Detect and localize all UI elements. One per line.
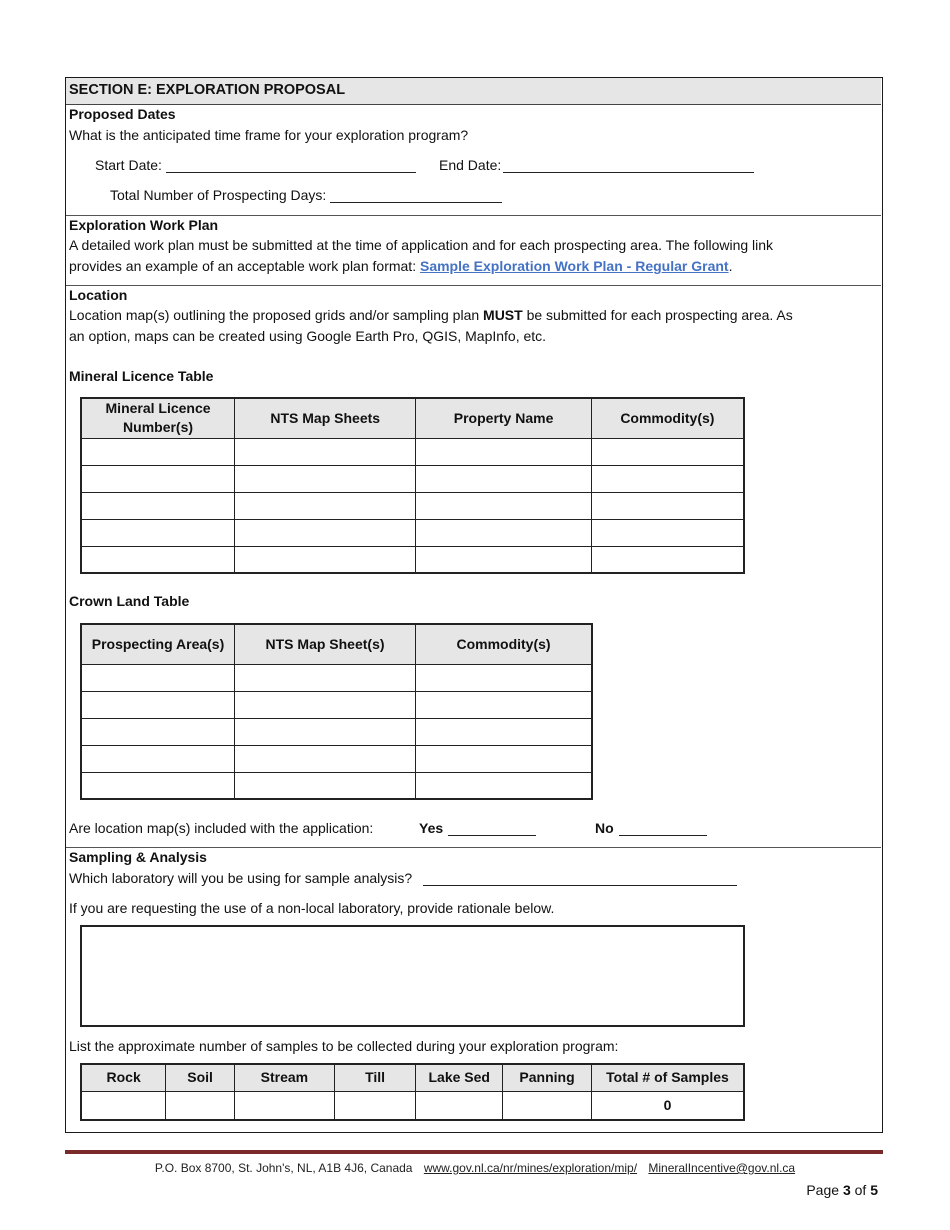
table-cell[interactable]: [416, 465, 591, 492]
sampling-heading: Sampling & Analysis: [69, 849, 207, 865]
page-prefix: Page: [806, 1182, 843, 1198]
samples-table: [80, 1063, 745, 1121]
table-row: [81, 492, 744, 519]
till-count-cell[interactable]: [334, 1091, 416, 1120]
soil-count-cell[interactable]: [166, 1091, 235, 1120]
maps-no-label: No: [595, 820, 614, 836]
table-cell[interactable]: [416, 745, 592, 772]
table-cell[interactable]: [416, 438, 591, 465]
table-cell[interactable]: [81, 438, 235, 465]
crown-col-commodity: Commodity(s): [416, 624, 592, 664]
samples-col-lake-sed: Lake Sed: [416, 1064, 503, 1091]
mineral-table-title: Mineral Licence Table: [69, 368, 214, 384]
samples-col-panning: Panning: [503, 1064, 592, 1091]
table-cell[interactable]: [81, 492, 235, 519]
table-cell[interactable]: [235, 438, 416, 465]
location-line1-b: be submitted for each prospecting area. As: [522, 307, 793, 323]
table-cell[interactable]: [235, 492, 416, 519]
table-cell[interactable]: [234, 691, 415, 718]
panning-count-cell[interactable]: [503, 1091, 592, 1120]
divider: [66, 847, 881, 848]
start-date-label: Start Date:: [95, 157, 162, 173]
table-cell[interactable]: [416, 519, 591, 546]
table-cell[interactable]: [591, 492, 744, 519]
total-samples-value: 0: [591, 1091, 744, 1120]
table-cell[interactable]: [591, 546, 744, 573]
table-cell[interactable]: [234, 745, 415, 772]
table-cell[interactable]: [81, 546, 235, 573]
location-must: MUST: [483, 307, 523, 323]
rationale-label: If you are requesting the use of a non-local laboratory, provide rationale below.: [69, 900, 555, 916]
maps-no-field[interactable]: [619, 835, 707, 836]
samples-col-stream: Stream: [235, 1064, 335, 1091]
table-cell[interactable]: [81, 664, 234, 691]
footer-email-link[interactable]: MineralIncentive@gov.nl.ca: [648, 1161, 796, 1175]
start-date-field[interactable]: [166, 172, 416, 173]
end-date-field[interactable]: [503, 172, 754, 173]
table-cell[interactable]: [81, 745, 234, 772]
table-cell[interactable]: [416, 718, 592, 745]
table-cell[interactable]: [591, 438, 744, 465]
table-row: [81, 1091, 744, 1120]
location-heading: Location: [69, 287, 128, 303]
crown-col-nts: NTS Map Sheet(s): [234, 624, 415, 664]
table-row: [81, 438, 744, 465]
laboratory-field[interactable]: [423, 885, 737, 886]
footer-address: P.O. Box 8700, St. John's, NL, A1B 4J6, Canada: [154, 1161, 413, 1175]
mineral-col-property: Property Name: [416, 398, 591, 438]
crown-table-title: Crown Land Table: [69, 593, 190, 609]
location-line1-a: Location map(s) outlining the proposed grids and/or sampling plan: [69, 307, 484, 323]
location-line1: [69, 307, 793, 323]
maps-yes-field[interactable]: [448, 835, 536, 836]
table-cell[interactable]: [591, 465, 744, 492]
proposed-dates-question: What is the anticipated time frame for your exploration program?: [69, 127, 469, 143]
samples-col-till: Till: [334, 1064, 416, 1091]
table-cell[interactable]: [235, 519, 416, 546]
table-row: [81, 465, 744, 492]
footer: [0, 1161, 950, 1175]
table-cell[interactable]: [81, 718, 234, 745]
table-cell[interactable]: [416, 492, 591, 519]
total-days-label: Total Number of Prospecting Days:: [110, 187, 327, 203]
rock-count-cell[interactable]: [81, 1091, 166, 1120]
work-plan-line2-prefix: provides an example of an acceptable work plan format:: [69, 258, 420, 274]
work-plan-heading: Exploration Work Plan: [69, 217, 219, 233]
samples-col-total: Total # of Samples: [591, 1064, 744, 1091]
work-plan-line1: A detailed work plan must be submitted at the time of application and for each prospecting area. The following link: [69, 237, 774, 253]
table-cell[interactable]: [416, 546, 591, 573]
end-date-label: End Date:: [439, 157, 502, 173]
page-current: 3: [842, 1182, 851, 1198]
samples-prompt: List the approximate number of samples to be collected during your exploration program:: [69, 1038, 619, 1054]
table-row: [81, 519, 744, 546]
table-cell[interactable]: [591, 519, 744, 546]
table-row: [81, 745, 592, 772]
lab-question: Which laboratory will you be using for sample analysis?: [69, 870, 413, 886]
table-cell[interactable]: [234, 664, 415, 691]
table-cell[interactable]: [234, 718, 415, 745]
page-total: 5: [870, 1182, 878, 1198]
lake-sed-count-cell[interactable]: [416, 1091, 503, 1120]
page-number: [806, 1182, 878, 1198]
maps-yes-label: Yes: [419, 820, 444, 836]
crown-col-area: Prospecting Area(s): [81, 624, 234, 664]
maps-included-question: Are location map(s) included with the application:: [69, 820, 374, 836]
table-row: [81, 718, 592, 745]
work-plan-line2-suffix: .: [728, 258, 733, 274]
crown-land-table: [80, 623, 593, 800]
mineral-col-commodity: Commodity(s): [591, 398, 744, 438]
section-title: SECTION E: EXPLORATION PROPOSAL: [66, 78, 881, 105]
table-cell[interactable]: [235, 465, 416, 492]
sample-work-plan-link[interactable]: Sample Exploration Work Plan - Regular Grant: [419, 258, 729, 274]
form-frame: [65, 77, 883, 1133]
table-cell[interactable]: [234, 772, 415, 799]
mineral-licence-table: [80, 397, 745, 574]
page-of: of: [850, 1182, 871, 1198]
stream-count-cell[interactable]: [235, 1091, 335, 1120]
total-days-field[interactable]: [330, 202, 502, 203]
divider: [66, 285, 881, 286]
proposed-dates-heading: Proposed Dates: [69, 106, 176, 122]
table-cell[interactable]: [235, 546, 416, 573]
work-plan-line2: [69, 258, 732, 274]
table-cell[interactable]: [81, 519, 235, 546]
table-row: [81, 546, 744, 573]
table-row: [81, 691, 592, 718]
table-cell[interactable]: [81, 691, 234, 718]
table-cell[interactable]: [416, 772, 592, 799]
footer-website-link[interactable]: www.gov.nl.ca/nr/mines/exploration/mip/: [423, 1161, 638, 1175]
mineral-col-licence: Mineral Licence Number(s): [81, 398, 235, 438]
table-cell[interactable]: [81, 772, 234, 799]
divider: [66, 215, 881, 216]
table-cell[interactable]: [416, 664, 592, 691]
table-cell[interactable]: [416, 691, 592, 718]
rationale-textarea[interactable]: [80, 925, 745, 1027]
table-row: [81, 664, 592, 691]
samples-col-rock: Rock: [81, 1064, 166, 1091]
mineral-col-nts: NTS Map Sheets: [235, 398, 416, 438]
table-cell[interactable]: [81, 465, 235, 492]
samples-col-soil: Soil: [166, 1064, 235, 1091]
location-line2: an option, maps can be created using Google Earth Pro, QGIS, MapInfo, etc.: [69, 328, 547, 344]
table-row: [81, 772, 592, 799]
footer-rule: [65, 1150, 883, 1154]
